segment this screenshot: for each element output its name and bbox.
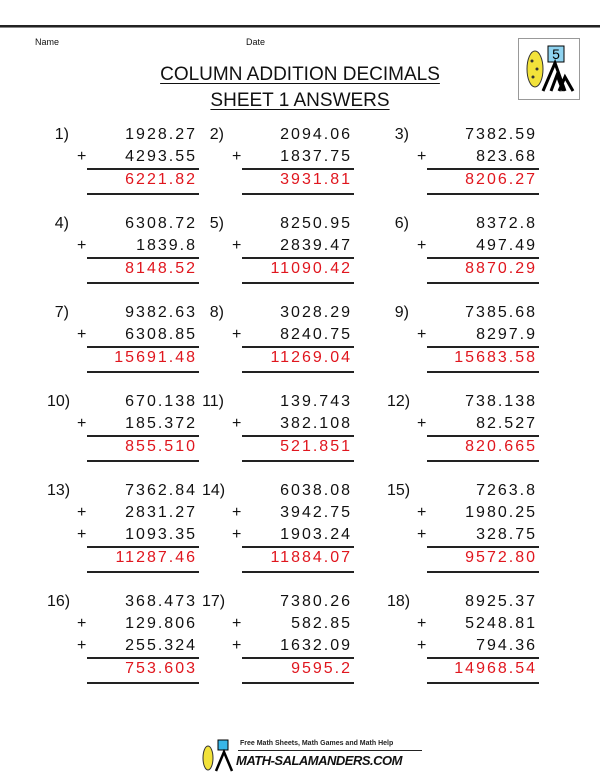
- addend: 2094.06: [280, 126, 352, 143]
- addend: 1839.8: [136, 237, 197, 254]
- answer-row: [417, 171, 537, 193]
- plus-sign: +: [417, 148, 429, 165]
- problem-number: 10): [47, 393, 71, 410]
- addend: 2831.27: [125, 504, 197, 521]
- addend: 738.138: [465, 393, 537, 410]
- addend: 7380.26: [280, 593, 352, 610]
- plus-sign: +: [232, 148, 244, 165]
- addend: 4293.55: [125, 148, 197, 165]
- plus-sign: +: [232, 237, 244, 254]
- problem-number: 6): [394, 215, 409, 232]
- problem-14: [202, 482, 392, 566]
- addend-row: [232, 415, 352, 437]
- answer: 14968.54: [454, 660, 537, 677]
- addend: 5248.81: [465, 615, 537, 632]
- addend: 8925.37: [465, 593, 537, 610]
- addend-row: [232, 526, 352, 548]
- plus-sign: +: [417, 637, 429, 654]
- addend: 1928.27: [125, 126, 197, 143]
- sum-rule: [427, 257, 539, 259]
- answer-rule: [427, 571, 539, 573]
- addend: 582.85: [291, 615, 352, 632]
- plus-sign: +: [77, 148, 89, 165]
- plus-sign: +: [417, 504, 429, 521]
- addend-row: [417, 393, 537, 415]
- sum-rule: [427, 435, 539, 437]
- sum-rule: [87, 168, 199, 170]
- addend-row: [417, 415, 537, 437]
- problem-number: 15): [387, 482, 411, 499]
- answer: 9595.2: [291, 660, 352, 677]
- addend: 368.473: [125, 593, 197, 610]
- answer-rule: [242, 371, 354, 373]
- top-border: [0, 25, 600, 28]
- addend-row: [77, 326, 197, 348]
- answer-row: [417, 438, 537, 460]
- addend-row: [77, 504, 197, 526]
- name-label: Name: [35, 37, 60, 47]
- plus-sign: +: [232, 637, 244, 654]
- answer: 11090.42: [270, 260, 352, 277]
- problem-9: [387, 304, 577, 384]
- problem-3: [387, 126, 577, 206]
- addend-row: [232, 148, 352, 170]
- addend: 129.806: [125, 615, 197, 632]
- addend-row: [417, 504, 537, 526]
- addend-row: [77, 393, 197, 415]
- problem-number: 5): [209, 215, 224, 232]
- addend: 1903.24: [280, 526, 352, 543]
- addend: 382.108: [280, 415, 352, 432]
- addend: 1093.35: [125, 526, 197, 543]
- problem-number: 7): [54, 304, 69, 321]
- plus-sign: +: [77, 415, 89, 432]
- sum-rule: [87, 257, 199, 259]
- footer-divider: [238, 750, 422, 751]
- date-label: Date: [246, 37, 266, 47]
- answer-row: [232, 438, 352, 460]
- addend-row: [417, 148, 537, 170]
- answer: 820.665: [465, 438, 537, 455]
- page-title: COLUMN ADDITION DECIMALS: [160, 64, 440, 85]
- plus-sign: +: [77, 615, 89, 632]
- addend: 6308.85: [125, 326, 197, 343]
- addend-row: [232, 393, 352, 415]
- answer-row: [417, 349, 537, 371]
- answer-row: [232, 260, 352, 282]
- answer: 11287.46: [115, 549, 197, 566]
- answer-rule: [242, 571, 354, 573]
- answer-row: [417, 660, 537, 682]
- sum-rule: [242, 346, 354, 348]
- plus-sign: +: [232, 615, 244, 632]
- problem-number: 4): [54, 215, 69, 232]
- addend-row: [232, 237, 352, 259]
- addend: 6038.08: [280, 482, 352, 499]
- answer-rule: [87, 682, 199, 684]
- addend-row: [417, 326, 537, 348]
- answer-row: [417, 260, 537, 282]
- sum-rule: [427, 168, 539, 170]
- footer-logo: [196, 738, 426, 773]
- plus-sign: +: [232, 415, 244, 432]
- answer-rule: [87, 371, 199, 373]
- problem-6: [387, 215, 577, 295]
- answer: 855.510: [125, 438, 197, 455]
- answer-row: [77, 438, 197, 460]
- sum-rule: [427, 546, 539, 548]
- answer-row: [232, 660, 352, 682]
- addend: 497.49: [476, 237, 537, 254]
- footer-site: MATH-SALAMANDERS.COM: [236, 753, 402, 768]
- plus-sign: +: [232, 504, 244, 521]
- addend: 670.138: [125, 393, 197, 410]
- addend-row: [417, 237, 537, 259]
- addend-row: [232, 482, 352, 504]
- addend-row: [77, 415, 197, 437]
- addend-row: [77, 615, 197, 637]
- answer-row: [77, 171, 197, 193]
- addend: 7362.84: [125, 482, 197, 499]
- addend: 3942.75: [280, 504, 352, 521]
- addend: 9382.63: [125, 304, 197, 321]
- addend: 185.372: [125, 415, 197, 432]
- plus-sign: +: [77, 237, 89, 254]
- sum-rule: [87, 346, 199, 348]
- plus-sign: +: [77, 326, 89, 343]
- page-subtitle: SHEET 1 ANSWERS: [210, 90, 390, 111]
- addend: 794.36: [476, 637, 537, 654]
- addend-row: [417, 215, 537, 237]
- answer-rule: [87, 460, 199, 462]
- answer: 15683.58: [454, 349, 537, 366]
- addend: 6308.72: [125, 215, 197, 232]
- answer-rule: [427, 282, 539, 284]
- problem-number: 9): [394, 304, 409, 321]
- problem-12: [387, 393, 577, 473]
- answer-row: [232, 349, 352, 371]
- addend: 7382.59: [465, 126, 537, 143]
- problem-8: [202, 304, 392, 384]
- sum-rule: [87, 546, 199, 548]
- answer: 11269.04: [270, 349, 352, 366]
- answer-rule: [427, 682, 539, 684]
- sum-rule: [242, 546, 354, 548]
- plus-sign: +: [417, 526, 429, 543]
- answer-rule: [242, 460, 354, 462]
- addend-row: [77, 148, 197, 170]
- sum-rule: [427, 346, 539, 348]
- answer-rule: [87, 193, 199, 195]
- problem-number: 18): [387, 593, 411, 610]
- addend-row: [77, 482, 197, 504]
- addend-row: [232, 326, 352, 348]
- plus-sign: +: [232, 526, 244, 543]
- problem-2: [202, 126, 392, 206]
- addend: 139.743: [280, 393, 352, 410]
- answer-row: [77, 260, 197, 282]
- answer-row: [77, 660, 197, 682]
- plus-sign: +: [77, 637, 89, 654]
- plus-sign: +: [77, 526, 89, 543]
- answer-rule: [427, 193, 539, 195]
- addend: 1837.75: [280, 148, 352, 165]
- answer-rule: [427, 371, 539, 373]
- addend-row: [417, 304, 537, 326]
- addend-row: [417, 526, 537, 548]
- answer: 8206.27: [465, 171, 537, 188]
- problem-number: 8): [209, 304, 224, 321]
- addend-row: [232, 593, 352, 615]
- problem-15: [387, 482, 577, 566]
- problem-number: 13): [47, 482, 71, 499]
- addend: 7385.68: [465, 304, 537, 321]
- addend: 8250.95: [280, 215, 352, 232]
- sum-rule: [87, 435, 199, 437]
- addend: 1632.09: [280, 637, 352, 654]
- answer-row: [232, 549, 352, 571]
- addend-row: [77, 304, 197, 326]
- addend: 8297.9: [476, 326, 537, 343]
- sum-rule: [427, 657, 539, 659]
- answer-row: [417, 549, 537, 571]
- problem-number: 14): [202, 482, 226, 499]
- problem-number: 2): [209, 126, 224, 143]
- addend: 7263.8: [476, 482, 537, 499]
- addend: 8372.8: [476, 215, 537, 232]
- addend-row: [232, 215, 352, 237]
- addend: 255.324: [125, 637, 197, 654]
- footer-tagline: Free Math Sheets, Math Games and Math Help: [240, 740, 394, 747]
- plus-sign: +: [417, 415, 429, 432]
- plus-sign: +: [417, 237, 429, 254]
- answer-rule: [87, 571, 199, 573]
- answer: 9572.80: [465, 549, 537, 566]
- addend: 3028.29: [280, 304, 352, 321]
- addend: 2839.47: [280, 237, 352, 254]
- answer-row: [232, 171, 352, 193]
- addend-row: [232, 304, 352, 326]
- answer: 753.603: [125, 660, 197, 677]
- addend-row: [417, 593, 537, 615]
- addend: 82.527: [476, 415, 537, 432]
- answer-rule: [242, 193, 354, 195]
- addend-row: [417, 637, 537, 659]
- answer-rule: [427, 460, 539, 462]
- answer: 15691.48: [114, 349, 197, 366]
- plus-sign: +: [417, 326, 429, 343]
- addend-row: [77, 126, 197, 148]
- addend-row: [232, 504, 352, 526]
- problem-number: 1): [54, 126, 69, 143]
- problem-number: 12): [387, 393, 411, 410]
- plus-sign: +: [232, 326, 244, 343]
- addend-row: [77, 215, 197, 237]
- answer-rule: [242, 282, 354, 284]
- addend-row: [77, 637, 197, 659]
- addend-row: [232, 126, 352, 148]
- answer-rule: [87, 282, 199, 284]
- addend: 1980.25: [465, 504, 537, 521]
- answer: 521.851: [280, 438, 352, 455]
- addend: 8240.75: [280, 326, 352, 343]
- answer-row: [77, 549, 197, 571]
- answer-row: [77, 349, 197, 371]
- addend-row: [417, 126, 537, 148]
- sum-rule: [242, 257, 354, 259]
- sum-rule: [242, 168, 354, 170]
- sum-rule: [87, 657, 199, 659]
- problem-17: [202, 593, 392, 677]
- answer: 8148.52: [125, 260, 197, 277]
- problem-18: [387, 593, 577, 677]
- problem-number: 16): [47, 593, 71, 610]
- addend-row: [417, 482, 537, 504]
- addend: 823.68: [476, 148, 537, 165]
- addend-row: [417, 615, 537, 637]
- addend-row: [77, 237, 197, 259]
- addend-row: [77, 593, 197, 615]
- problem-11: [202, 393, 392, 473]
- answer-rule: [242, 682, 354, 684]
- answer: 11884.07: [270, 549, 352, 566]
- addend: 328.75: [476, 526, 537, 543]
- plus-sign: +: [77, 504, 89, 521]
- problem-number: 3): [394, 126, 409, 143]
- problem-5: [202, 215, 392, 295]
- problem-number: 17): [202, 593, 226, 610]
- problem-number: 11): [202, 393, 224, 410]
- addend-row: [232, 637, 352, 659]
- answer: 8870.29: [465, 260, 537, 277]
- svg-text:5: 5: [552, 46, 560, 62]
- answer: 3931.81: [280, 171, 352, 188]
- addend-row: [77, 526, 197, 548]
- plus-sign: +: [417, 615, 429, 632]
- sum-rule: [242, 435, 354, 437]
- answer: 6221.82: [125, 171, 197, 188]
- addend-row: [232, 615, 352, 637]
- sum-rule: [242, 657, 354, 659]
